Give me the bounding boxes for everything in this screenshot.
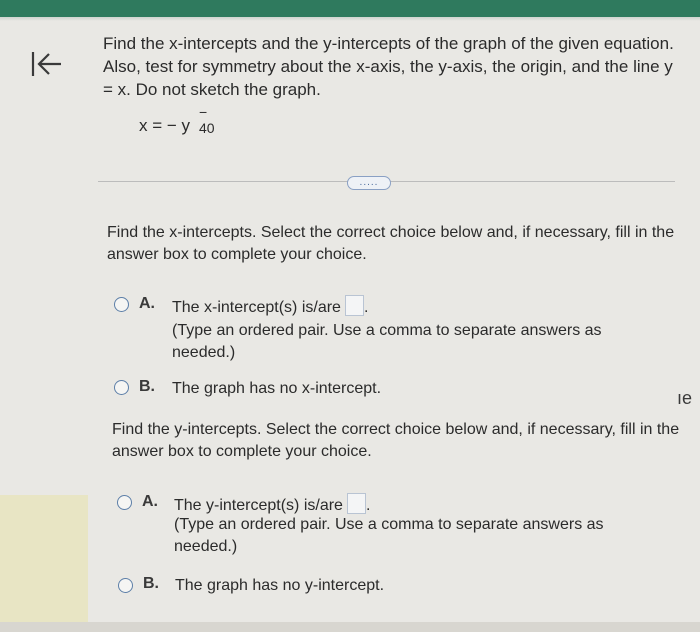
y-choice-b-letter: B. [143, 575, 159, 592]
cropped-side-text: ıe [677, 388, 693, 408]
back-button[interactable] [26, 46, 66, 82]
x-choice-b-letter: B. [139, 378, 155, 395]
equation-base: x = − y [139, 116, 191, 135]
y-choice-a-radio[interactable] [117, 495, 132, 510]
y-choice-b-text: The graph has no y-intercept. [175, 577, 385, 594]
x-choice-a-radio[interactable] [114, 297, 129, 312]
x-choice-a-letter: A. [139, 295, 155, 312]
y-choice-a-text: The y-intercept(s) is/are [174, 497, 343, 514]
y-choice-a-letter: A. [142, 493, 158, 510]
x-choice-b-text: The graph has no x-intercept. [172, 380, 382, 397]
x-choice-a-text: The x-intercept(s) is/are [172, 299, 341, 316]
y-intercepts-prompt: Find the y-intercepts. Select the correct choice below and, if necessary, fill in the answer box to complete your choice. [112, 421, 680, 460]
x-choice-a-hint: (Type an ordered pair. Use a comma to separate answers as needed.) [172, 322, 602, 361]
y-choice-b-radio[interactable] [118, 578, 133, 593]
x-intercept-answer-box[interactable] [345, 295, 364, 316]
x-intercepts-prompt: Find the x-intercepts. Select the correct choice below and, if necessary, fill in the answer box to complete your choice. [107, 224, 675, 263]
y-choice-a-hint: (Type an ordered pair. Use a comma to separate answers as needed.) [174, 516, 604, 555]
background-strip [0, 495, 88, 632]
more-button[interactable]: ..... [347, 176, 391, 190]
x-choice-b-radio[interactable] [114, 380, 129, 395]
x-choice-a: The x-intercept(s) is/are . [172, 295, 368, 319]
equation [139, 104, 215, 136]
bottom-edge [0, 622, 700, 632]
y-choice-a: The y-intercept(s) is/are . [174, 493, 370, 517]
back-arrow-icon [29, 50, 63, 78]
top-bar-shadow [0, 17, 700, 21]
top-bar [0, 0, 700, 17]
question-text: Find the x-intercepts and the y-intercepts of the graph of the given equation. Also, test for symmetry about the x-axis, the y-axis, the origin, and the line y = x. Do not sketch the graph. [103, 34, 674, 99]
equation-exponent: − 40 [199, 104, 215, 136]
y-intercept-answer-box[interactable] [347, 493, 366, 514]
